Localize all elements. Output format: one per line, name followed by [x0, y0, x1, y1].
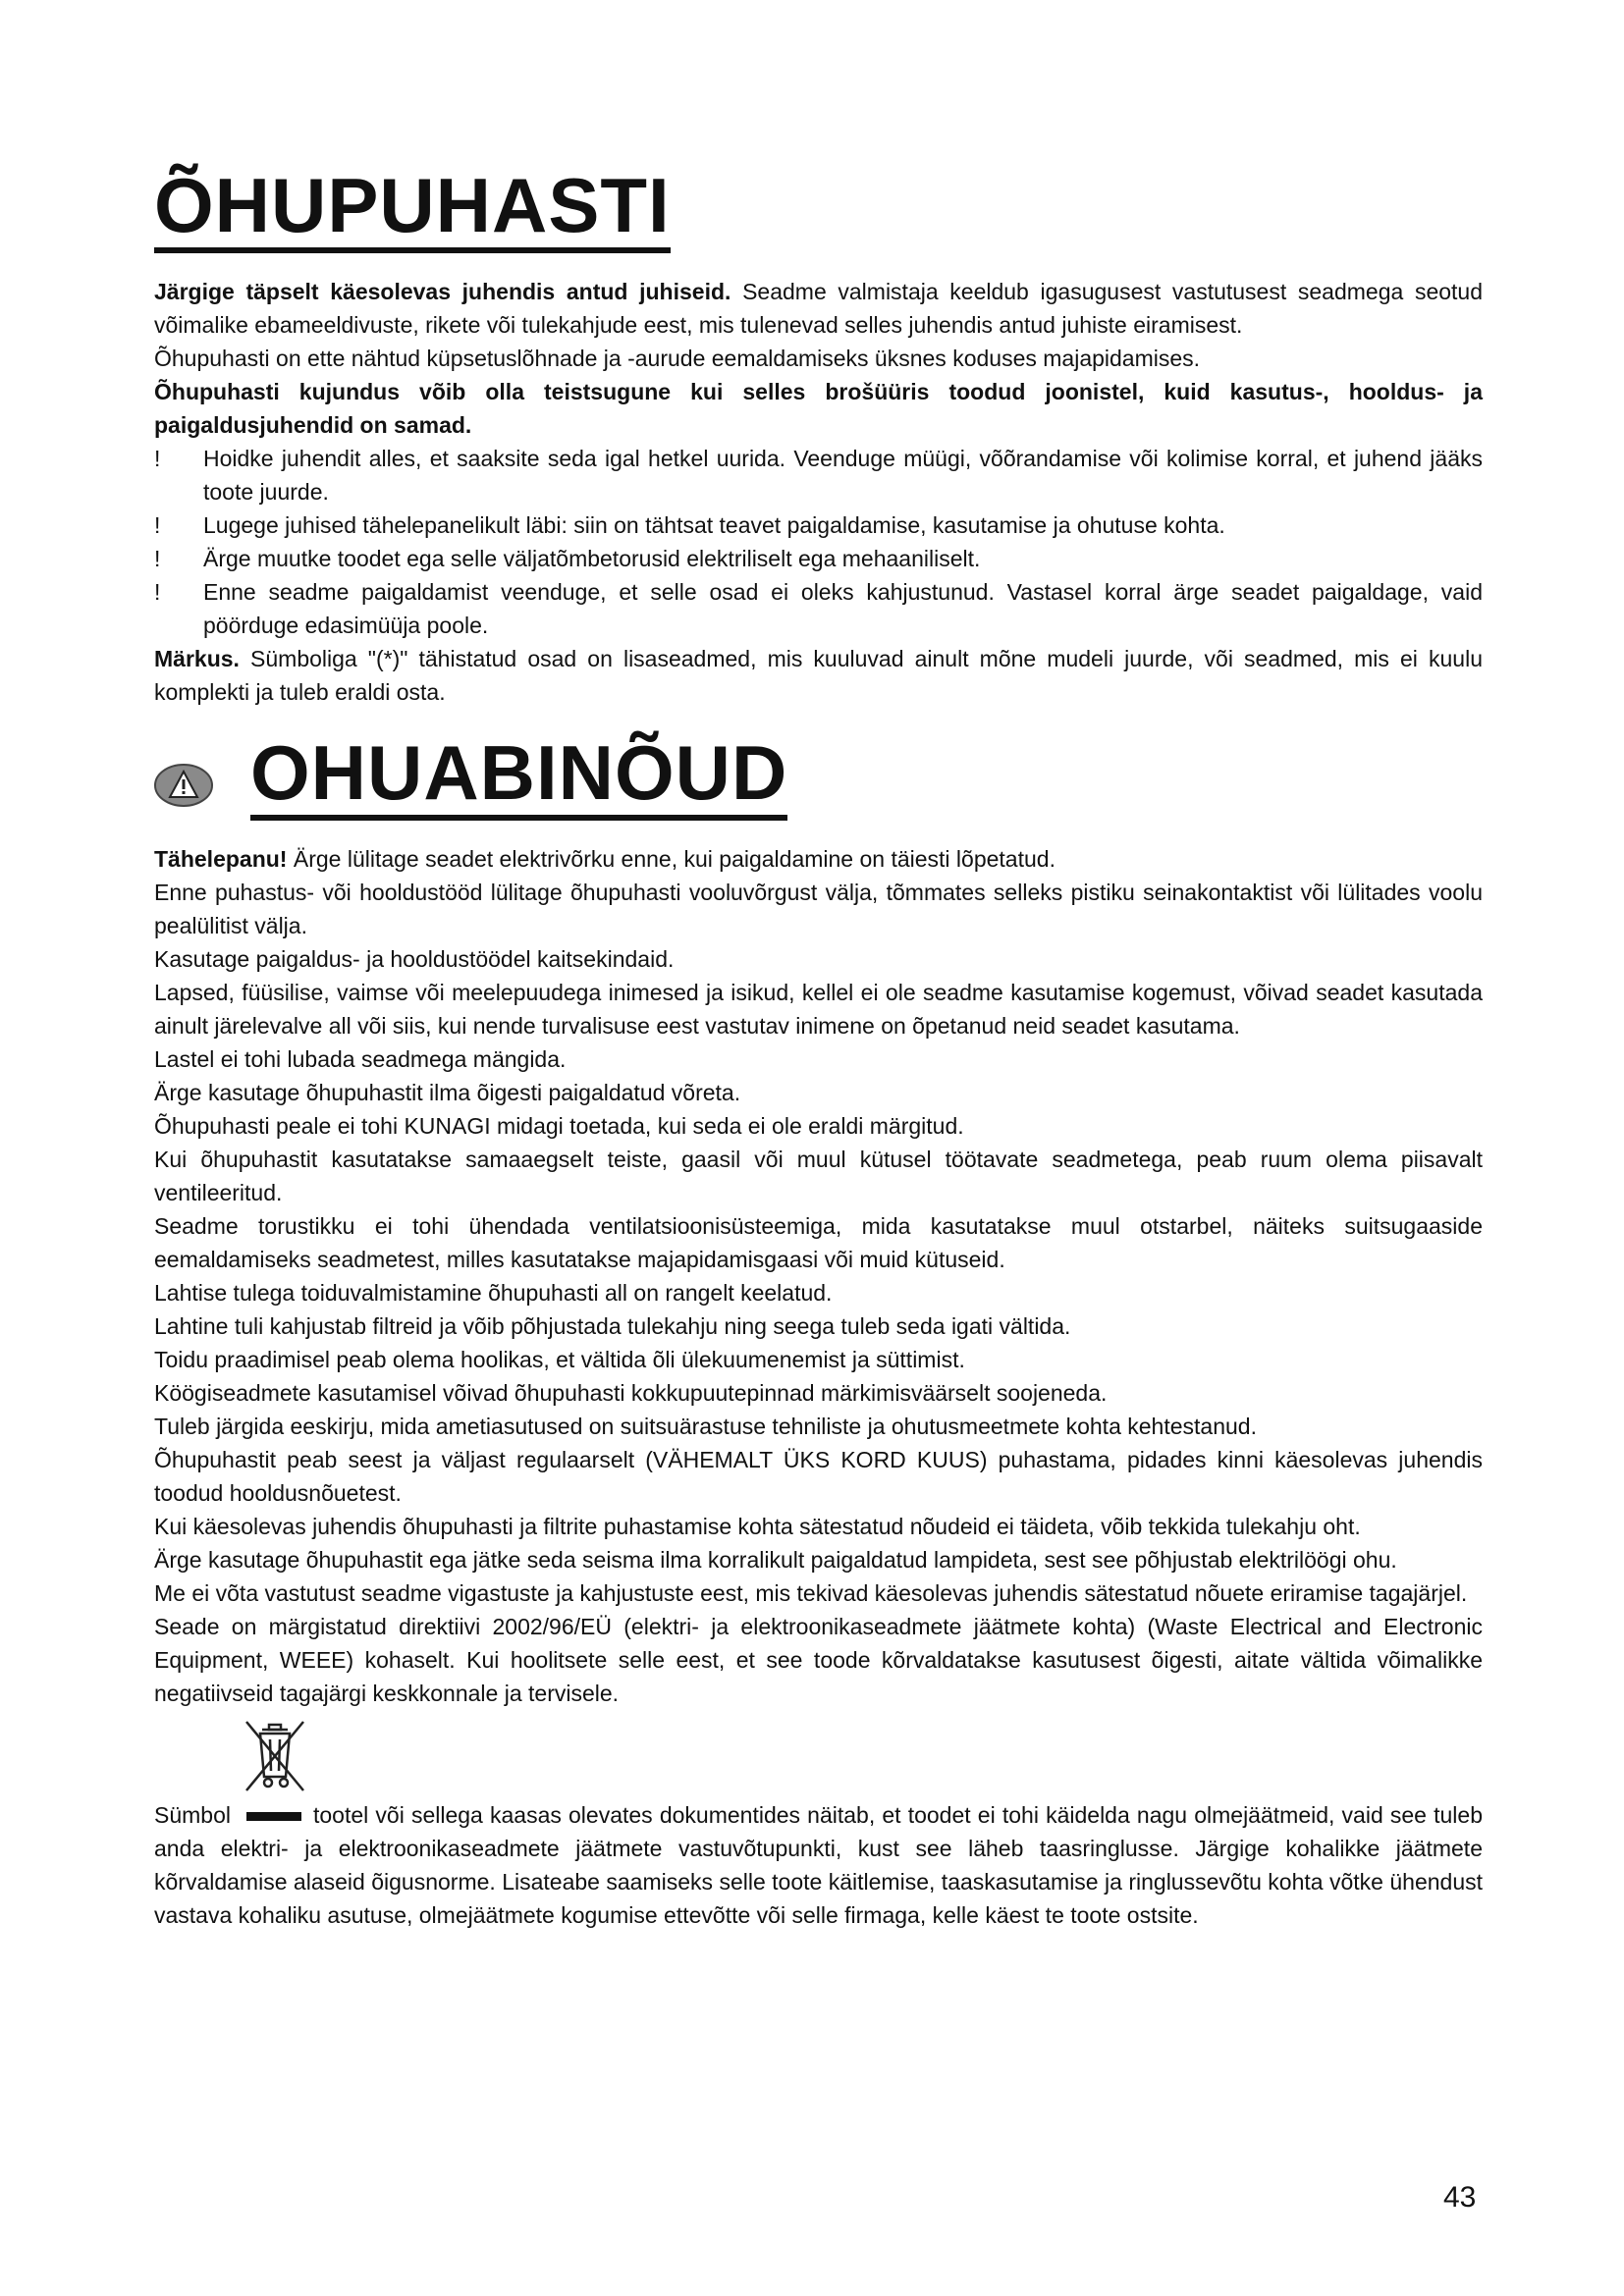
safety-paragraph: Kui õhupuhastit kasutatakse samaaegselt teiste, gaasil või muul kütusel töötavate seadmetega, peab ruum olema piisavalt ventileeritud. [154, 1147, 1483, 1205]
list-item-text: Ärge muutke toodet ega selle väljatõmbetorusid elektriliselt ega mehaaniliselt. [203, 546, 981, 571]
bullet-mark: ! [154, 579, 161, 605]
warning-icon [154, 764, 213, 807]
safety-paragraph: Lahtise tulega toiduvalmistamine õhupuhasti all on rangelt keelatud. [154, 1280, 833, 1306]
list-item [154, 575, 1483, 642]
safety-paragraph: Lastel ei tohi lubada seadmega mängida. [154, 1046, 567, 1072]
purpose-paragraph: Õhupuhasti on ette nähtud küpsetuslõhnade ja -aurude eemaldamiseks üksnes koduses majapidamises. [154, 346, 1201, 371]
attention-text: Ärge lülitage seadet elektrivõrku enne, kui paigaldamine on täiesti lõpetatud. [287, 846, 1056, 872]
black-bar-symbol [246, 1812, 301, 1821]
instruction-list [154, 442, 1483, 642]
symbol-text: tootel või sellega kaasas olevates dokumentides näitab, et toodet ei tohi käidelda nagu olmejäätmeid, vaid see tuleb anda elektri- ja elektroonikaseadmete jäätmete vastuvõtupunkti, kust see läheb taasringlusse. Järgige kohalikke jäätmete kõrvaldamise alaseid õigusnorme. Lisateabe saamiseks selle toote käitlemise, taaskasutamise ja ringlussevõtu kohta võtke ühendust vastava kohaliku asutuse, olmejäätmete kogumise ettevõtte või selle firmaga, kelle käest te toote ostsite. [154, 1802, 1483, 1928]
symbol-label: Sümbol [154, 1802, 231, 1828]
safety-paragraph: Ärge kasutage õhupuhastit ega jätke seda seisma ilma korralikult paigaldatud lampideta, sest see põhjustab elektrilöögi ohu. [154, 1547, 1397, 1573]
list-item [154, 542, 1483, 575]
safety-paragraph: Ärge kasutage õhupuhastit ilma õigesti paigaldatud võreta. [154, 1080, 741, 1105]
list-item-text: Enne seadme paigaldamist veenduge, et selle osad ei oleks kahjustunud. Vastasel korral ärge seadet paigaldage, vaid pöörduge edasimüüja poole. [203, 579, 1483, 638]
page-number: 43 [1443, 2181, 1477, 2214]
safety-paragraph: Köögiseadmete kasutamisel võivad õhupuhasti kokkupuutepinnad märkimisväärselt soojeneda. [154, 1380, 1108, 1406]
safety-paragraph: Õhupuhastit peab seest ja väljast regulaarselt (VÄHEMALT ÜKS KORD KUUS) puhastama, pidades kinni käesolevas juhendis toodud hooldusnõuetest. [154, 1447, 1483, 1506]
safety-paragraph: Kasutage paigaldus- ja hooldustöödel kaitsekindaid. [154, 946, 675, 972]
bullet-mark: ! [154, 512, 161, 538]
design-note [154, 375, 1483, 442]
list-item-text: Hoidke juhendit alles, et saaksite seda igal hetkel uurida. Veenduge müügi, võõrandamise või kolimise korral, et juhend jääks toote juurde. [203, 446, 1483, 505]
safety-paragraph: Seadme torustikku ei tohi ühendada ventilatsioonisüsteemiga, mida kasutatakse muul otstarbel, näiteks suitsugaaside eemaldamiseks seadmetest, milles kasutatakse majapidamisgaasi või muid kütuseid. [154, 1213, 1483, 1272]
design-note-bold: Õhupuhasti kujundus võib olla teistsugune kui selles brošüüris toodud joonistel, kuid kasutus-, hooldus- ja paigaldusjuhendid on samad. [154, 379, 1483, 438]
weee-block [154, 1716, 1483, 1932]
intro-rest: Seadme valmistaja keeldub igasugusest vastutusest seadmega seotud võimalike ebameeldivuste, rikete või tulekahjude eest, mis tulenevad selles juhendis antud juhiste eiramisest. [154, 279, 1483, 338]
bullet-mark: ! [154, 446, 161, 471]
safety-paragraph: Tuleb järgida eeskirju, mida ametiasutused on suitsuärastuse tehniliste ja ohutusmeetmete kohta kehtestanud. [154, 1414, 1257, 1439]
safety-paragraph: Enne puhastus- või hooldustööd lülitage õhupuhasti vooluvõrgust välja, tõmmates selleks pistiku seinakontaktist või lülitades voolu pealülitist välja. [154, 880, 1483, 938]
note-label: Märkus. [154, 646, 240, 671]
section-title-ohuabinoud: OHUABINÕUD [250, 734, 787, 821]
symbol-paragraph [154, 1798, 1483, 1932]
intro-bold: Järgige täpselt käesolevas juhendis antud juhiseid. [154, 279, 731, 304]
attention-paragraph [154, 842, 1483, 876]
safety-paragraph: Me ei võta vastutust seadme vigastuste ja kahjustuste eest, mis tekivad käesolevas juhendis sätestatud nõuete eriramise tagajärjel. [154, 1580, 1468, 1606]
list-item-text: Lugege juhised tähelepanelikult läbi: siin on tähtsat teavet paigaldamise, kasutamise ja ohutuse kohta. [203, 512, 1225, 538]
intro-paragraph [154, 275, 1483, 342]
safety-paragraph: Õhupuhasti peale ei tohi KUNAGI midagi toetada, kui seda ei ole eraldi märgitud. [154, 1113, 964, 1139]
crossed-bin-icon [241, 1716, 309, 1798]
note-text: Sümboliga "(*)" tähistatud osad on lisaseadmed, mis kuuluvad ainult mõne mudeli juurde, või seadmed, mis ei kuulu komplekti ja tuleb eraldi osta. [154, 646, 1483, 705]
safety-paragraph: Kui käesolevas juhendis õhupuhasti ja filtrite puhastamise kohta sätestatud nõudeid ei täideta, võib tekkida tulekahju oht. [154, 1514, 1361, 1539]
safety-paragraph: Toidu praadimisel peab olema hoolikas, et vältida õli ülekuumenemist ja süttimist. [154, 1347, 965, 1372]
list-item [154, 442, 1483, 508]
document-page [154, 162, 1483, 1932]
safety-paragraph: Lapsed, füüsilise, vaimse või meelepuudega inimesed ja isikud, kellel ei ole seadme kasutamise kogemust, võivad seadet kasutada ainult järelevalve all või siis, kui nende turvalisuse eest vastutav inimene on õpetanud neid seadet kasutama. [154, 980, 1483, 1039]
section-heading-ohuabinoud [154, 729, 1483, 821]
note-paragraph [154, 642, 1483, 709]
bullet-mark: ! [154, 546, 161, 571]
safety-paragraph: Lahtine tuli kahjustab filtreid ja võib põhjustada tulekahju ning seega tuleb seda igati vältida. [154, 1313, 1071, 1339]
attention-label: Tähelepanu! [154, 846, 288, 872]
list-item [154, 508, 1483, 542]
weee-paragraph: Seade on märgistatud direktiivi 2002/96/EÜ (elektri- ja elektroonikaseadmete jäätmete kohta) (Waste Electrical and Electronic Equipment, WEEE) kohaselt. Kui hoolitsete selle eest, et see toode kõrvaldatakse kasutusest õigesti, aitate vältida võimalikke negatiivseid tagajärgi keskkonnale ja tervisele. [154, 1614, 1483, 1706]
section-title-ohupuhasti: ÕHUPUHASTI [154, 167, 671, 253]
